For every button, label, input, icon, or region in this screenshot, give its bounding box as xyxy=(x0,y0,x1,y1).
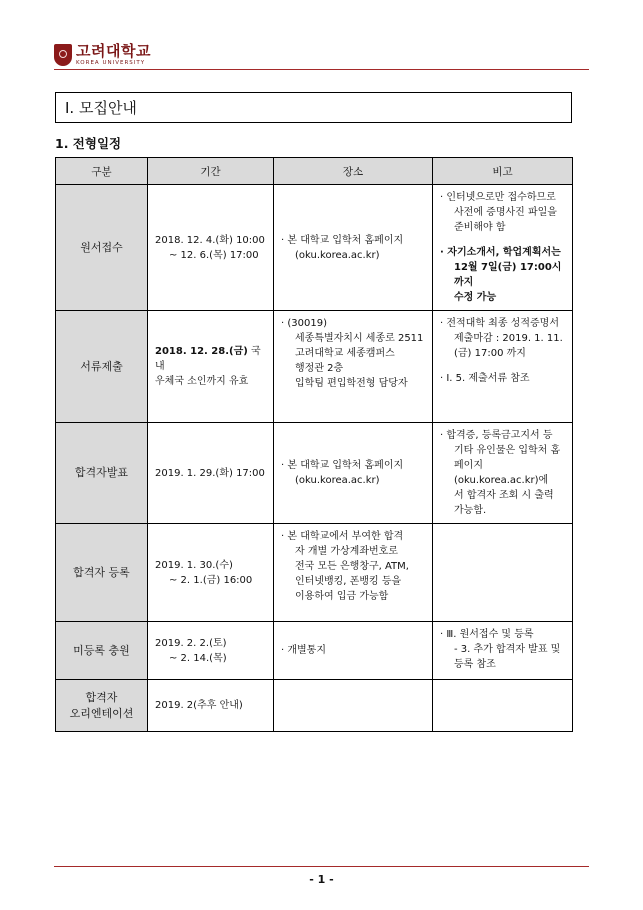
university-logo xyxy=(54,44,151,67)
place-line: 이용하여 입금 가능함 xyxy=(295,591,389,602)
place-line: (oku.korea.ac.kr) xyxy=(295,249,380,261)
note-line: · Ⅰ. 5. 제출서류 참조 xyxy=(440,373,530,384)
footer-divider xyxy=(54,866,589,867)
header-place: 장소 xyxy=(274,158,433,185)
row-note-empty xyxy=(433,680,573,732)
row-note xyxy=(433,423,573,524)
period-line: 2019. 2(추후 안내) xyxy=(155,700,243,711)
place-line: 전국 모든 은행창구, ATM, xyxy=(295,561,409,572)
category-line: 합격자 xyxy=(85,690,118,704)
period-line: 2019. 2. 2.(토) xyxy=(155,637,227,649)
place-line: (oku.korea.ac.kr) xyxy=(295,475,380,486)
row-place-empty xyxy=(274,680,433,732)
row-place xyxy=(274,311,433,423)
row-category: 미등록 충원 xyxy=(56,622,148,680)
period-line: 2019. 1. 29.(화) 17:00 xyxy=(155,467,265,479)
logo-korean-text: 고려대학교 xyxy=(76,42,151,60)
header-divider xyxy=(54,69,589,70)
note-line-bold: 12월 7일(금) 17:00시까지 xyxy=(454,262,562,288)
row-period xyxy=(148,622,274,680)
period-suffix: 국내 xyxy=(155,346,261,372)
note-line: 서 합격자 조회 시 출력 xyxy=(454,490,554,501)
note-line: · 인터넷으로만 접수하므로 xyxy=(440,192,556,203)
row-note xyxy=(433,185,573,311)
note-line: 등록 참조 xyxy=(454,659,496,670)
row-place xyxy=(274,524,433,622)
header-period: 기간 xyxy=(148,158,274,185)
place-line: · 개별통지 xyxy=(281,645,326,656)
place-line: · 본 대학교 입학처 홈페이지 xyxy=(281,234,404,246)
row-place xyxy=(274,423,433,524)
note-line: 사전에 증명사진 파일을 xyxy=(454,207,557,218)
header-category: 구분 xyxy=(56,158,148,185)
korea-university-seal-icon xyxy=(54,44,72,66)
period-deadline: 2018. 12. 28.(금) xyxy=(155,346,248,357)
table-row xyxy=(56,680,573,732)
note-line: · 합격증, 등록금고지서 등 xyxy=(440,430,553,441)
period-line: 우체국 소인까지 유효 xyxy=(155,376,249,387)
table-header-row xyxy=(56,158,573,185)
place-line: 자 개별 가상계좌번호로 xyxy=(295,546,398,557)
section-title-box xyxy=(55,92,572,123)
category-line: 오리엔테이션 xyxy=(69,706,134,720)
note-line: 준비해야 함 xyxy=(454,222,506,233)
row-category xyxy=(56,680,148,732)
note-line-bold: · 자기소개서, 학업계획서는 xyxy=(440,247,561,258)
note-line: · 전적대학 최종 성적증명서 xyxy=(440,318,559,329)
note-line-bold: 수정 가능 xyxy=(454,292,497,303)
place-line: 세종특별자치시 세종로 2511 xyxy=(295,333,424,344)
row-period xyxy=(148,680,274,732)
subsection-title: 1. 전형일정 xyxy=(55,136,122,151)
row-period xyxy=(148,524,274,622)
row-period xyxy=(148,185,274,311)
schedule-table xyxy=(55,157,573,732)
logo-wordmark xyxy=(76,44,151,67)
period-line: ~ 2. 1.(금) 16:00 xyxy=(169,574,253,586)
row-category: 합격자발표 xyxy=(56,423,148,524)
row-category: 서류제출 xyxy=(56,311,148,423)
row-place xyxy=(274,622,433,680)
note-line: - 3. 추가 합격자 발표 및 xyxy=(454,644,561,655)
place-line: · (30019) xyxy=(281,318,327,329)
row-category: 원서접수 xyxy=(56,185,148,311)
place-line: 입학팀 편입학전형 담당자 xyxy=(295,378,408,389)
row-place xyxy=(274,185,433,311)
table-row xyxy=(56,622,573,680)
header-note: 비고 xyxy=(433,158,573,185)
table-row xyxy=(56,524,573,622)
row-note xyxy=(433,311,573,423)
note-line: 페이지(oku.korea.ac.kr)에 xyxy=(454,460,549,486)
row-period xyxy=(148,423,274,524)
period-line: ~ 12. 6.(목) 17:00 xyxy=(169,249,259,261)
note-line: 가능함. xyxy=(454,505,487,516)
table-row xyxy=(56,311,573,423)
place-line: 인터넷뱅킹, 폰뱅킹 등을 xyxy=(295,576,402,587)
period-line: 2019. 1. 30.(수) xyxy=(155,559,233,571)
note-line: 제출마감 : 2019. 1. 11. xyxy=(454,333,563,344)
table-row xyxy=(56,423,573,524)
table-row xyxy=(56,185,573,311)
place-line: · 본 대학교 입학처 홈페이지 xyxy=(281,460,404,471)
note-line: 기타 유인물은 입학처 홈 xyxy=(454,445,561,456)
place-line: 행정관 2층 xyxy=(295,363,344,374)
period-line: 2018. 12. 4.(화) 10:00 xyxy=(155,234,265,246)
place-line: · 본 대학교에서 부여한 합격 xyxy=(281,531,404,542)
place-line: 고려대학교 세종캠퍼스 xyxy=(295,348,395,359)
section-title: Ⅰ. 모집안내 xyxy=(65,99,137,117)
page-number: - 1 - xyxy=(309,873,334,886)
row-note-empty xyxy=(433,524,573,622)
period-line: ~ 2. 14.(목) xyxy=(169,652,227,664)
note-line: (금) 17:00 까지 xyxy=(454,348,526,359)
row-note xyxy=(433,622,573,680)
note-line: · Ⅲ. 원서접수 및 등록 xyxy=(440,629,534,640)
logo-english-text: KOREA UNIVERSITY xyxy=(76,60,146,66)
row-category: 합격자 등록 xyxy=(56,524,148,622)
row-period xyxy=(148,311,274,423)
